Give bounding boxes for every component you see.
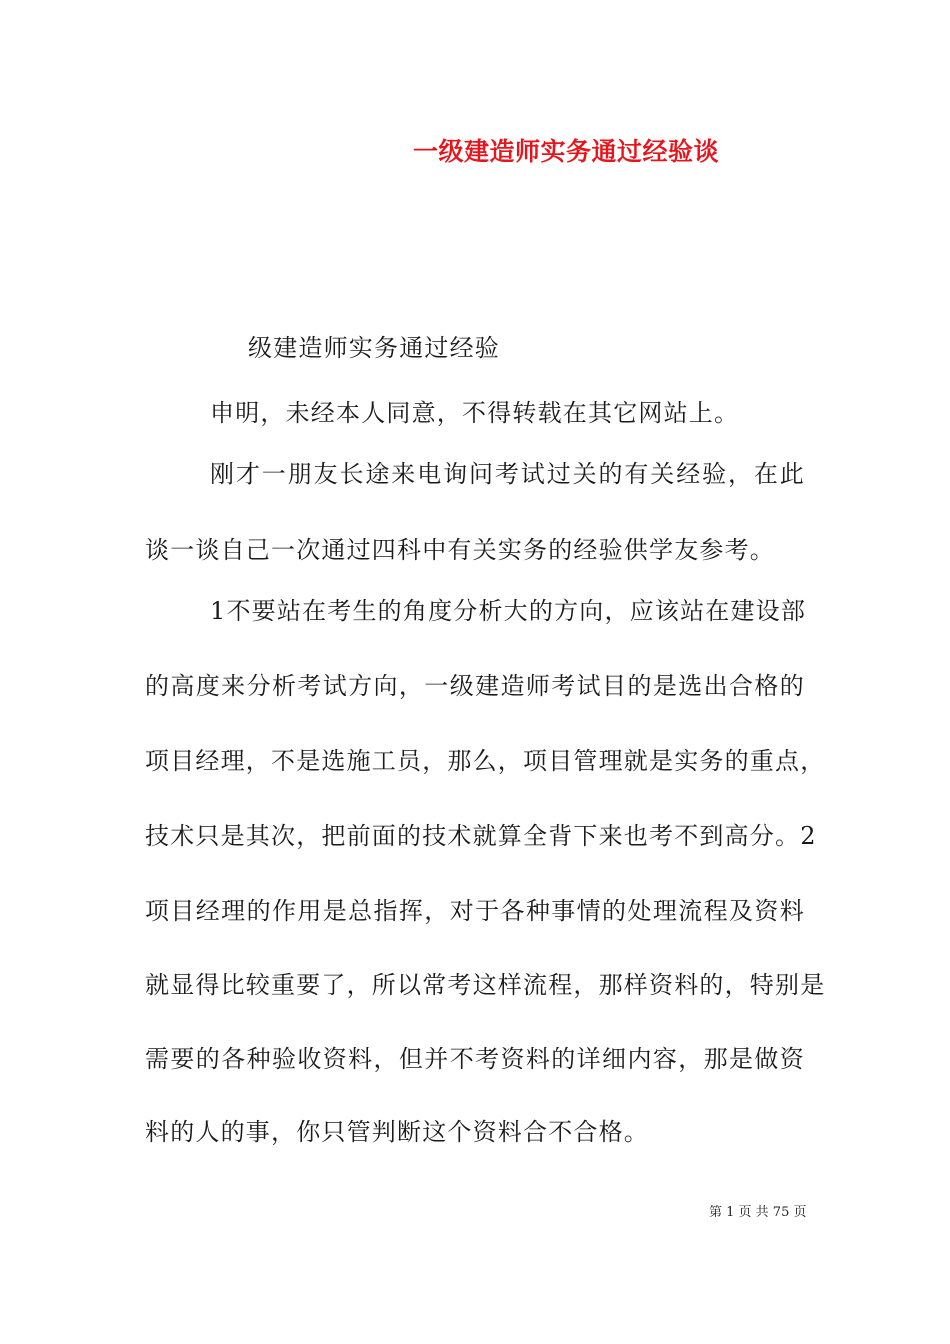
- paragraph-line: 就显得比较重要了，所以常考这样流程，那样资料的，特别是: [145, 971, 826, 999]
- document-title: 一级建造师实务通过经验谈: [413, 137, 720, 166]
- subtitle-line: 级建造师实务通过经验: [248, 334, 500, 362]
- paragraph-line: 谈一谈自己一次通过四科中有关实务的经验供学友参考。: [145, 536, 775, 564]
- paragraph-line: 申明，未经本人同意，不得转载在其它网站上。: [210, 399, 740, 427]
- paragraph-line: 料的人的事，你只管判断这个资料合不合格。: [145, 1118, 649, 1146]
- paragraph-line: 的高度来分析考试方向，一级建造师考试目的是选出合格的: [145, 672, 805, 700]
- paragraph-line: 项目经理的作用是总指挥，对于各种事情的处理流程及资料: [145, 897, 805, 925]
- paragraph-line: 项目经理，不是选施工员，那么，项目管理就是实务的重点，: [145, 747, 826, 775]
- paragraph-line: 需要的各种验收资料，但并不考资料的详细内容，那是做资: [145, 1045, 805, 1073]
- page-number: 第 1 页 共 75 页: [709, 1205, 807, 1220]
- paragraph-line: 技术只是其次，把前面的技术就算全背下来也考不到高分。2: [145, 822, 817, 850]
- paragraph-line: 1不要站在考生的角度分析大的方向，应该站在建设部: [210, 597, 807, 625]
- paragraph-line: 刚才一朋友长途来电询问考试过关的有关经验，在此: [210, 460, 805, 488]
